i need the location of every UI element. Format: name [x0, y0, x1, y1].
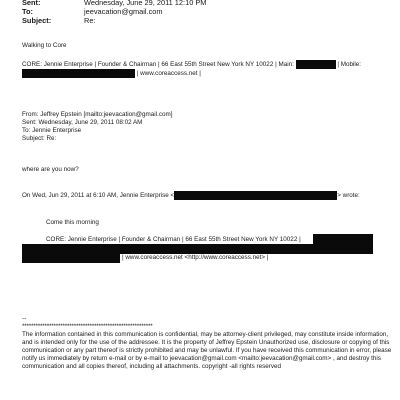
- wrote-line: [22, 191, 360, 200]
- wrote-suffix: > wrote:: [337, 192, 360, 200]
- sent-value: Wednesday, June 29, 2011 12:10 PM: [84, 0, 207, 7]
- inner-signature-line1: [46, 236, 301, 244]
- inner-signature-line2: | www.coreaccess.net <http://www.coreaccess.net> |: [122, 254, 269, 261]
- subject-value: Re:: [84, 16, 96, 25]
- to-row: [22, 7, 163, 16]
- reply-website: | www.coreaccess.net |: [136, 70, 201, 78]
- disclaimer-text: The information contained in this communication is confidential, may be attorney-client privileged, may constitute inside information, and is intended only for the use of the addressee. It is the property of Jeffrey Epstein Unauthorized use, disclosure or copying of this communication or any part thereof is strictly prohibited and may be unlawful. If you have received this communication in error, please notify us immediately by return e-mail or by e-mail to jeevacation@gmail.com <mailto:jeevacation@gmail.com> , and destroy this communication and all copies thereof, including all attachments. copyright -all rights reserved: [22, 331, 392, 371]
- separator-dashes: --: [22, 315, 27, 322]
- sent-row: [22, 0, 206, 7]
- separator-stars: **********************************************************: [22, 323, 153, 330]
- wrote-text: On Wed, Jun 29, 2011 at 6:10 AM, Jennie Enterprise <: [22, 192, 175, 200]
- subject-row: [22, 16, 96, 25]
- reply-signature-line2: [22, 69, 201, 78]
- subject-label: Subject:: [22, 16, 52, 25]
- redaction-box: [22, 253, 120, 263]
- quoted-from: From: Jeffrey Epstein [mailto:jeevacation@gmail.com]: [22, 111, 173, 118]
- redaction-box: [296, 60, 336, 69]
- reply-signature-mobile: | Mobile:: [337, 61, 362, 69]
- to-value: jeevacation@gmail.com: [84, 7, 163, 16]
- sent-label: Sent:: [22, 0, 41, 7]
- reply-signature-line1: [22, 60, 361, 69]
- quoted-sent: Sent: Wednesday, June 29, 2011 08:02 AM: [22, 119, 143, 126]
- quoted-to: To: Jennie Enterprise: [22, 127, 82, 134]
- quoted-subject: Subject: Re:: [22, 135, 57, 142]
- redaction-box: [313, 234, 373, 244]
- inner-signature-text: CORE: Jennie Enterprise | Founder & Chairman | 66 East 55th Street New York NY 10022 |: [46, 236, 301, 243]
- quoted-body: where are you now?: [22, 166, 79, 173]
- redaction-box: [174, 191, 337, 200]
- to-label: To:: [22, 7, 33, 16]
- reply-signature-text: CORE: Jennie Enterprise | Founder & Chairman | 66 East 55th Street New York NY 10022 | Main:: [22, 61, 294, 69]
- reply-body: Walking to Core: [22, 42, 67, 49]
- redaction-box: [22, 69, 135, 78]
- inner-body: Come this morning: [46, 219, 99, 226]
